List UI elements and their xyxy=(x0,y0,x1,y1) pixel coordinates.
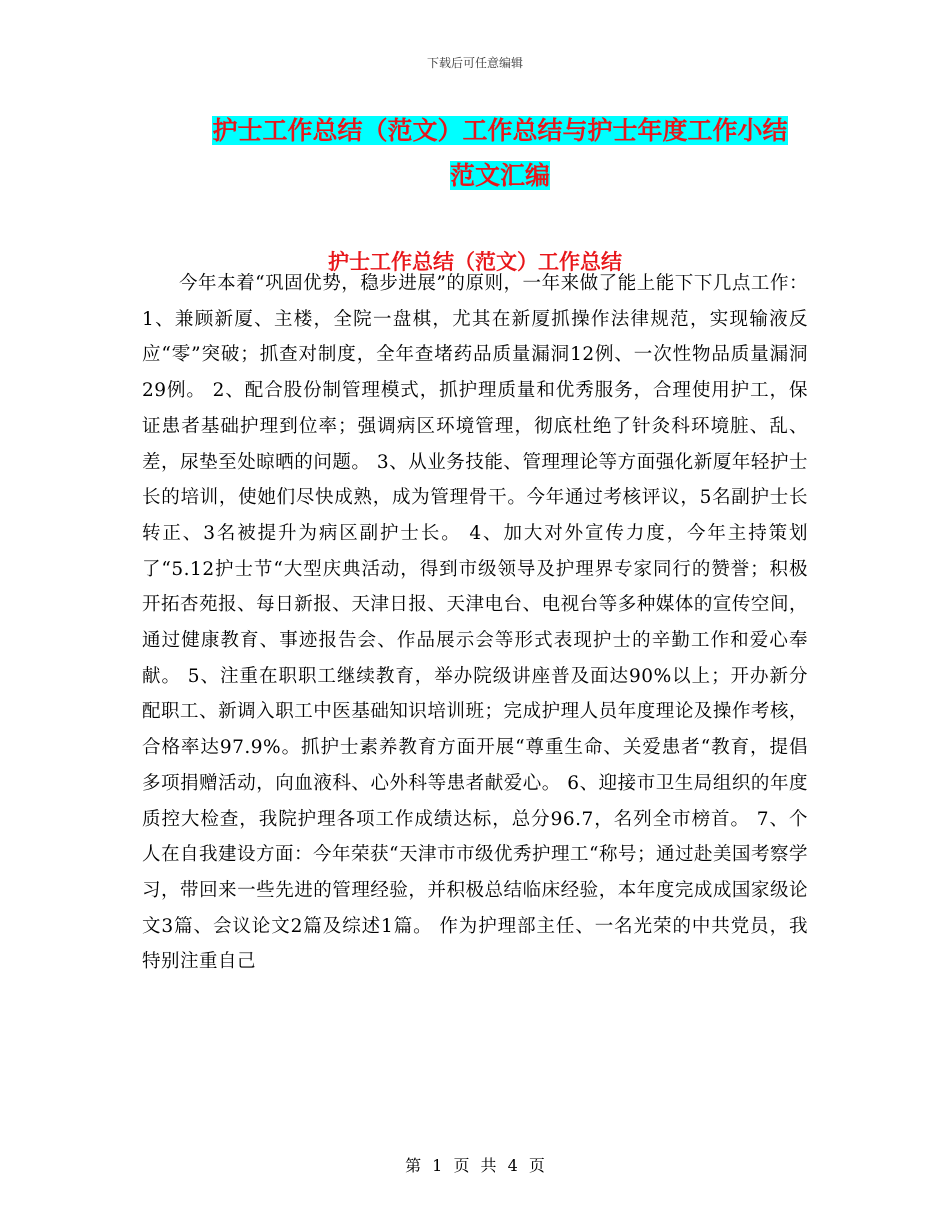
document-title-line2: 范文汇编 xyxy=(449,161,550,190)
body-paragraph: 今年本着“巩固优势，稳步进展”的原则，一年来做了能上能下下几点工作：1、兼顾新厦、主楼，全院一盘棋，尤其在新厦抓操作法律规范，实现输液反应“零”突破；抓查对制度，全年查堵药品质量漏洞12例、一次性物品质量漏洞29例。 2、配合股份制管理模式，抓护理质量和优秀服务，合理使用护工，保证患者基础护理到位率；强调病区环境管理，彻底杜绝了针灸科环境脏、乱、差，尿垫至处晾晒的问题。 3、从业务技能、管理理论等方面强化新厦年轻护士长的培训，使她们尽快成熟，成为管理骨干。今年通过考核评议，5名副护士长转正、3名被提升为病区副护士长。 4、加大对外宣传力度，今年主持策划了“5.12护士节“大型庆典活动，得到市级领导及护理界专家同行的赞誉；积极开拓杏苑报、每日新报、天津日报、天津电台、电视台等多种媒体的宣传空间，通过健康教育、事迹报告会、作品展示会等形式表现护士的辛勤工作和爱心奉献。 5、注重在职职工继续教育，举办院级讲座普及面达90%以上；开办新分配职工、新调入职工中医基础知识培训班；完成护理人员年度理论及操作考核，合格率达97.9%。抓护士素养教育方面开展“尊重生命、关爱患者“教育，提倡多项捐赠活动，向血液科、心外科等患者献爱心。 6、迎接市卫生局组织的年度质控大检查，我院护理各项工作成绩达标，总分96.7，名列全市榜首。 7、个人在自我建设方面：今年荣获“天津市市级优秀护理工“称号；通过赴美国考察学习，带回来一些先进的管理经验，并积极总结临床经验，本年度完成成国家级论文3篇、会议论文2篇及综述1篇。 作为护理部主任、一名光荣的中共党员，我特别注重自己 xyxy=(142,273,808,973)
section-title: 护士工作总结（范文）工作总结 xyxy=(328,249,622,274)
document-title-line1: 护士工作总结（范文）工作总结与护士年度工作小结 xyxy=(212,116,788,145)
page-header-note: 下载后可任意编辑 xyxy=(426,56,523,70)
page-number: 第 1 页 共 4 页 xyxy=(405,1156,545,1175)
document-title xyxy=(190,108,810,198)
